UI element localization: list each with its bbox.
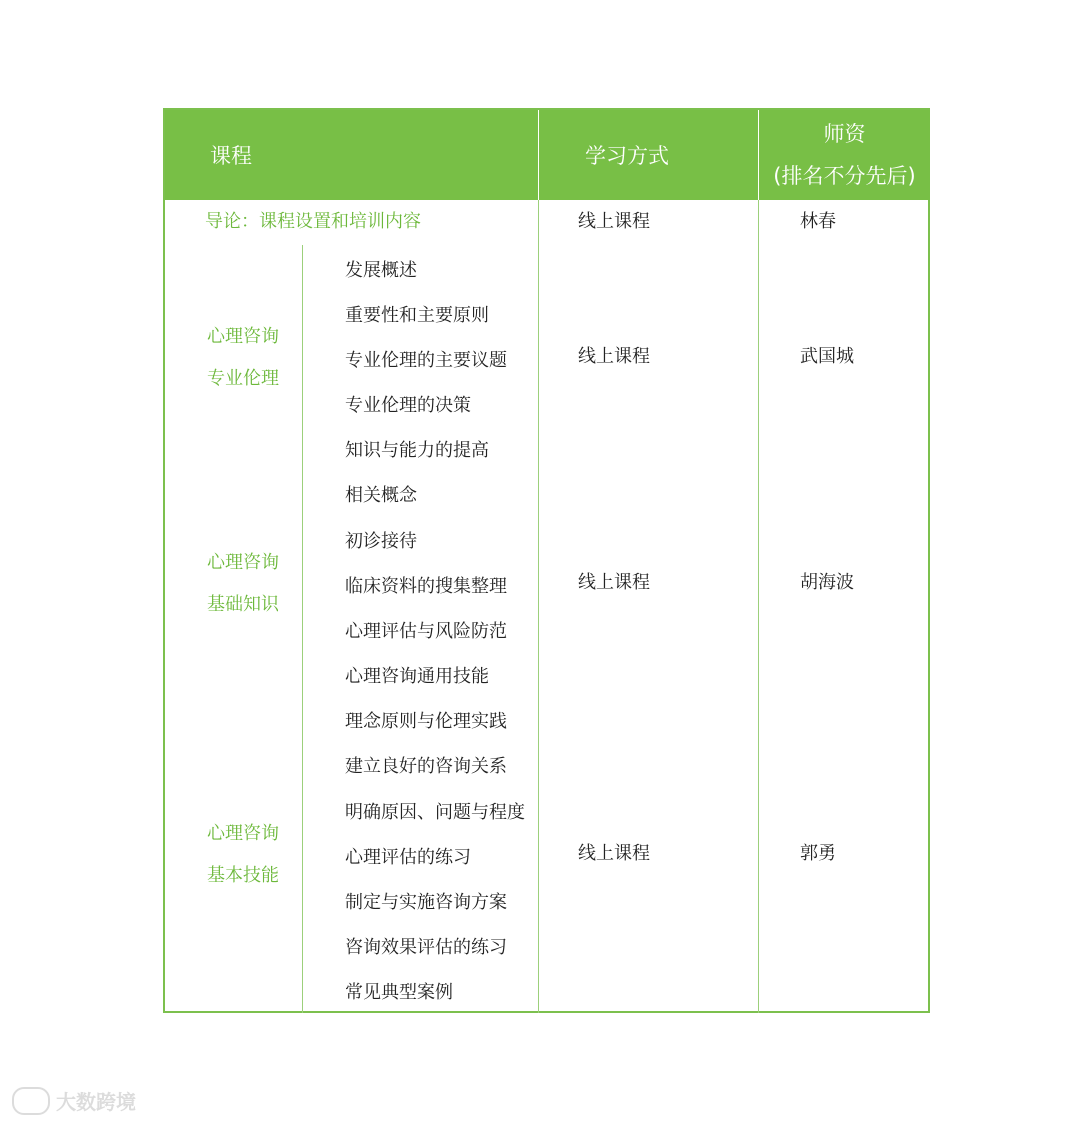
topic-item: 知识与能力的提高	[345, 440, 489, 461]
course-table	[163, 108, 930, 1013]
section-method: 线上课程	[578, 843, 650, 864]
topic-item: 咨询效果评估的练习	[345, 937, 507, 958]
table-header	[165, 110, 930, 200]
topic-item: 理念原则与伦理实践	[345, 711, 507, 732]
topic-item: 心理评估与风险防范	[345, 621, 507, 642]
watermark-text: 大数跨境	[56, 1090, 136, 1114]
section-teacher: 郭勇	[800, 843, 836, 864]
topic-item: 常见典型案例	[345, 982, 453, 1003]
column-divider	[302, 245, 303, 1013]
section-teacher: 胡海波	[800, 572, 854, 593]
column-divider	[538, 200, 539, 1013]
header-course: 课程	[210, 144, 252, 168]
topic-item: 重要性和主要原则	[345, 305, 489, 326]
header-teacher-line2: (排名不分先后)	[773, 164, 916, 188]
topic-item: 制定与实施咨询方案	[345, 892, 507, 913]
section-teacher: 武国城	[800, 346, 854, 367]
watermark	[12, 1086, 136, 1115]
topic-item: 相关概念	[345, 485, 417, 506]
topic-item: 专业伦理的主要议题	[345, 350, 507, 371]
section-category: 心理咨询 专业伦理	[207, 326, 279, 389]
header-teacher-line1: 师资	[823, 122, 866, 146]
topic-item: 初诊接待	[345, 531, 417, 552]
topic-item: 心理评估的练习	[345, 847, 471, 868]
topic-item: 专业伦理的决策	[345, 395, 471, 416]
section-method: 线上课程	[578, 572, 650, 593]
header-method: 学习方式	[585, 144, 669, 168]
section-method: 线上课程	[578, 346, 650, 367]
topic-item: 建立良好的咨询关系	[345, 756, 507, 777]
column-divider	[758, 200, 759, 1013]
header-teacher	[759, 110, 930, 200]
intro-teacher: 林春	[800, 211, 836, 232]
topic-item: 明确原因、问题与程度	[345, 802, 525, 823]
section-category: 心理咨询 基础知识	[207, 552, 279, 615]
section-category: 心理咨询 基本技能	[207, 823, 279, 886]
topic-item: 临床资料的搜集整理	[345, 576, 507, 597]
intro-method: 线上课程	[578, 211, 650, 232]
topic-item: 心理咨询通用技能	[345, 666, 489, 687]
intro-title: 导论：课程设置和培训内容	[205, 211, 421, 232]
topic-item: 发展概述	[345, 260, 417, 281]
watermark-logo-icon	[12, 1087, 50, 1115]
